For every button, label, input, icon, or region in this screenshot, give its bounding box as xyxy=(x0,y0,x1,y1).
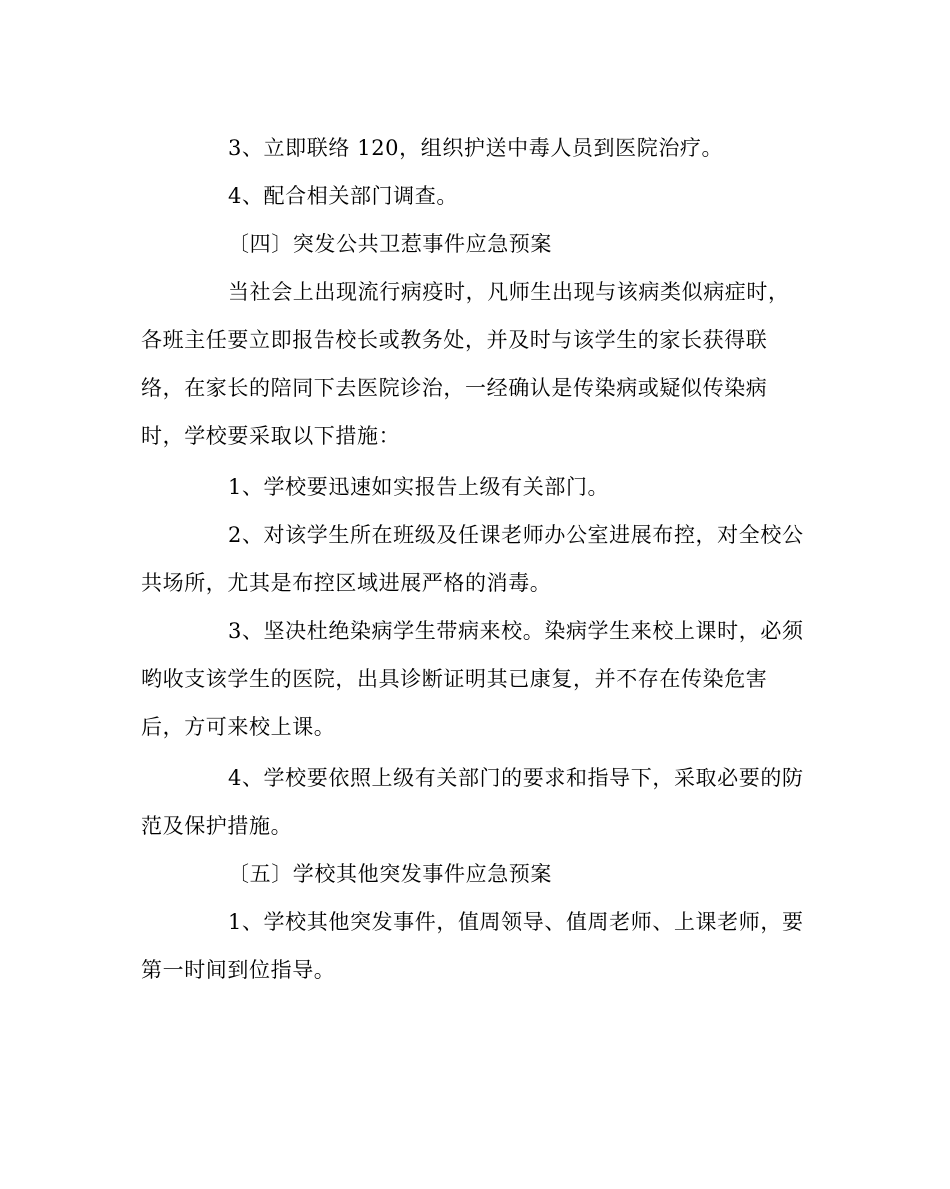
section-heading: 〔四〕突发公共卫惹事件应急预案 xyxy=(228,232,552,256)
paragraph-line: 第一时间到位指导。 xyxy=(141,958,336,982)
list-item: 1、学校要迅速如实报告上级有关部门。 xyxy=(228,475,610,499)
paragraph-line: 当社会上出现流行病疫时，凡师生出现与该病类似病症时， xyxy=(228,280,790,304)
section-heading: 〔五〕学校其他突发事件应急预案 xyxy=(228,862,552,886)
paragraph-line: 络，在家长的陪同下去医院诊治，一经确认是传染病或疑似传染病 xyxy=(141,376,768,400)
paragraph-line: 时，学校要采取以下措施： xyxy=(141,424,401,448)
paragraph-line: 哟收支该学生的医院，出具诊断证明其已康复，并不存在传染危害 xyxy=(141,667,768,691)
paragraph-line: 共场所，尤其是布控区域进展严格的消毒。 xyxy=(141,571,552,595)
list-item: 2、对该学生所在班级及任课老师办公室进展布控，对全校公 xyxy=(228,523,804,547)
paragraph-line: 后，方可来校上课。 xyxy=(141,715,336,739)
list-item: 3、坚决杜绝染病学生带病来校。染病学生来校上课时，必须 xyxy=(228,619,804,643)
paragraph-line: 3、立即联络 120，组织护送中毒人员到医院治疗。 xyxy=(228,136,724,160)
paragraph-line: 各班主任要立即报告校长或教务处，并及时与该学生的家长获得联 xyxy=(141,328,768,352)
list-item: 4、学校要依照上级有关部门的要求和指导下，采取必要的防 xyxy=(228,766,804,790)
paragraph-line: 范及保护措施。 xyxy=(141,814,293,838)
list-item: 1、学校其他突发事件，值周领导、值周老师、上课老师，要 xyxy=(228,910,804,934)
paragraph-line: 4、配合相关部门调查。 xyxy=(228,184,458,208)
